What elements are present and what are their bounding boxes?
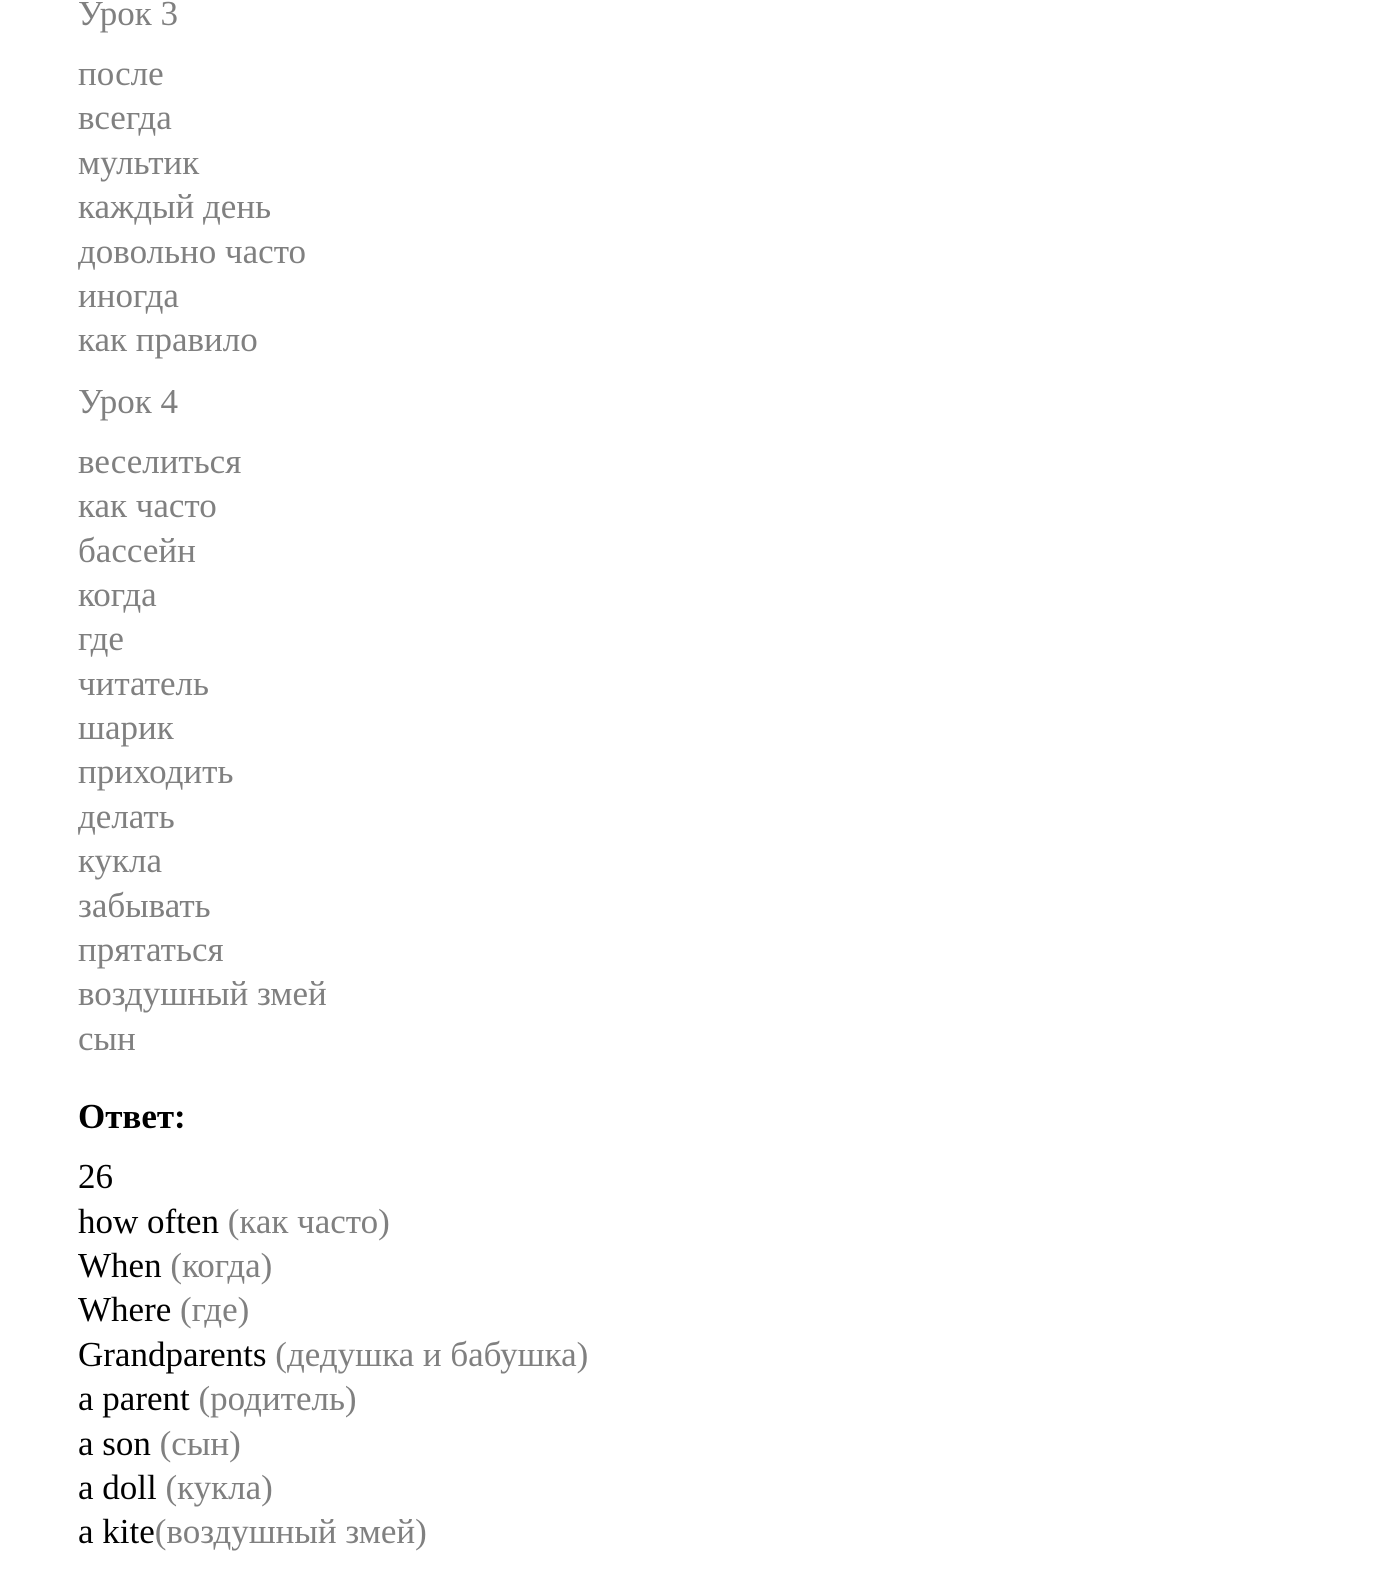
list-item: мультик — [78, 142, 200, 182]
answer-item — [78, 1377, 1328, 1421]
list-item: иногда — [78, 275, 179, 315]
answer-item — [78, 1288, 1328, 1332]
list-item: забывать — [78, 885, 211, 925]
answer-translation: (сын) — [150, 1423, 241, 1463]
lesson-4-word-list — [78, 440, 1328, 1061]
answer-label: Ответ: — [78, 1097, 186, 1137]
list-item: где — [78, 619, 124, 659]
answer-number: 26 — [78, 1157, 113, 1197]
answer-item — [78, 1244, 1328, 1288]
answer-item — [78, 1333, 1328, 1377]
answer-english: a parent — [78, 1379, 190, 1419]
list-item: шарик — [78, 708, 174, 748]
lesson-4-title: Урок 4 — [78, 381, 178, 421]
list-item: как часто — [78, 486, 217, 526]
answer-translation: (воздушный змей) — [154, 1512, 427, 1552]
answer-translation: (когда) — [161, 1245, 273, 1285]
document-page — [78, 0, 1328, 1555]
list-item: кукла — [78, 841, 163, 881]
answer-item — [78, 1466, 1328, 1510]
answer-english: how often — [78, 1201, 219, 1241]
answer-translation: (как часто) — [218, 1201, 390, 1241]
answer-item — [78, 1510, 1328, 1554]
answer-english: a son — [78, 1423, 151, 1463]
answer-translation: (дедушка и бабушка) — [266, 1334, 589, 1374]
list-item: после — [78, 54, 164, 93]
list-item: когда — [78, 574, 157, 614]
list-item: воздушный змей — [78, 974, 327, 1014]
list-item: как правило — [78, 320, 258, 360]
answer-translation: (кукла) — [156, 1467, 273, 1507]
list-item: веселиться — [78, 441, 242, 481]
answer-english: a kite — [78, 1512, 155, 1552]
answer-translation: (где) — [171, 1290, 250, 1330]
list-item: сын — [78, 1018, 136, 1058]
answer-list — [78, 1200, 1328, 1555]
list-item: делать — [78, 796, 175, 836]
list-item: приходить — [78, 752, 234, 792]
answer-english: Where — [78, 1290, 172, 1330]
answer-item — [78, 1422, 1328, 1466]
list-item: всегда — [78, 98, 172, 138]
answer-english: a doll — [78, 1467, 157, 1507]
answer-translation: (родитель) — [189, 1379, 357, 1419]
lesson-3-word-list — [78, 52, 1328, 363]
answer-english: Grandparents — [78, 1334, 267, 1374]
answer-item — [78, 1200, 1328, 1244]
list-item: каждый день — [78, 187, 272, 227]
lesson-3-title: Урок 3 — [78, 0, 178, 33]
list-item: довольно часто — [78, 231, 307, 271]
answer-english: When — [78, 1245, 162, 1285]
list-item: читатель — [78, 663, 209, 703]
list-item: бассейн — [78, 530, 196, 570]
list-item: прятаться — [78, 930, 224, 970]
